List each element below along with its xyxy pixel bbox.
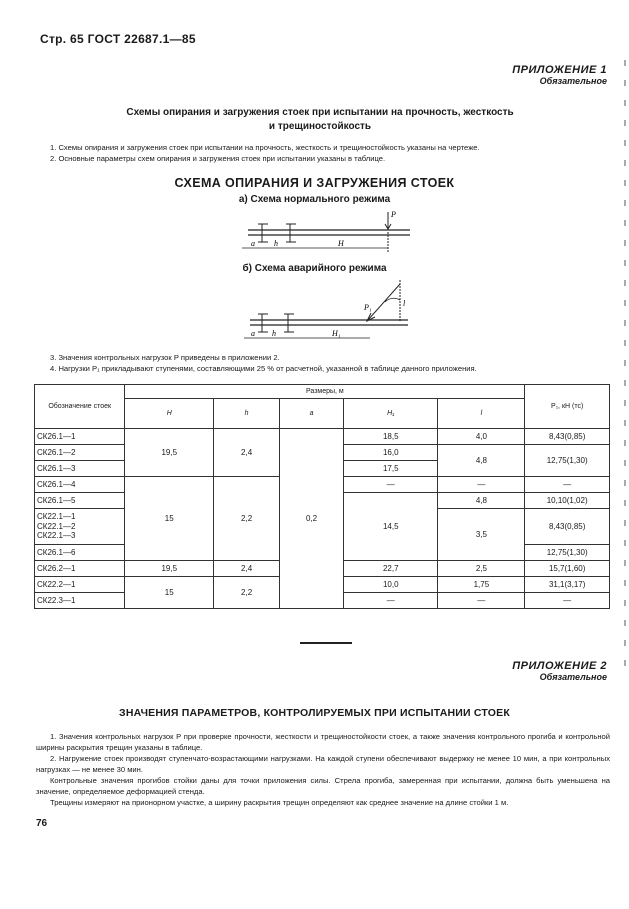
cell-h: 2,4 bbox=[214, 429, 280, 477]
parameters-table bbox=[34, 384, 610, 609]
label-a: a bbox=[251, 239, 255, 248]
label-h: h bbox=[274, 239, 278, 248]
page-number: 76 bbox=[36, 818, 48, 829]
row-name: СК26.1—6 bbox=[35, 545, 125, 561]
cell-h: 2,4 bbox=[214, 561, 280, 577]
label-H: H bbox=[338, 239, 344, 248]
label-P1: P₁ bbox=[364, 303, 372, 312]
cell-H1: 17,5 bbox=[344, 461, 438, 477]
cell-H1: — bbox=[344, 593, 438, 609]
paragraph-4: 4. Нагрузки P₁ прикладывают ступенями, составляющими 25 % от расчетной, указанной в таблице данного приложения. bbox=[50, 364, 477, 373]
paragraph-q1: 1. Значения контрольных нагрузок P при проверке прочности, жесткости и трещиностойкости стоек, а также значения контрольного прогиба и контрольной ширины раскрытия трещин указаны в таблице. bbox=[36, 732, 610, 752]
appendix-1-heading bbox=[512, 64, 607, 86]
col-a-header: a bbox=[280, 399, 344, 429]
label-a: a bbox=[251, 329, 255, 338]
appendix-2-main-title: ЗНАЧЕНИЯ ПАРАМЕТРОВ, КОНТРОЛИРУЕМЫХ ПРИ ИСПЫТАНИИ СТОЕК bbox=[119, 707, 510, 719]
row-name: СК26.2—1 bbox=[35, 561, 125, 577]
cell-l: 1,75 bbox=[438, 577, 525, 593]
clamp-marks bbox=[258, 314, 294, 332]
row-name: СК22.3—1 bbox=[35, 593, 125, 609]
cell-H1: 18,5 bbox=[344, 429, 438, 445]
label-h: h bbox=[272, 329, 276, 338]
cell-P1: 12,75(1,30) bbox=[525, 545, 610, 561]
row-name: СК22.2—1 bbox=[35, 577, 125, 593]
col-l-header: l bbox=[438, 399, 525, 429]
row-name: СК26.1—2 bbox=[35, 445, 125, 461]
cell-h: 2,2 bbox=[214, 477, 280, 561]
cell-H: 15 bbox=[125, 577, 214, 609]
cell-P1: 12,75(1,30) bbox=[525, 445, 610, 477]
appendix-1-title: ПРИЛОЖЕНИЕ 1 bbox=[512, 64, 607, 76]
label-H1: H₁ bbox=[332, 329, 341, 338]
cell-H1: — bbox=[344, 477, 438, 493]
scheme-a-caption: а) Схема нормального режима bbox=[238, 194, 391, 205]
scheme-b-diagram bbox=[240, 276, 420, 344]
cell-l: 4,8 bbox=[438, 445, 525, 477]
paragraph-3: 3. Значения контрольных нагрузок P приведены в приложении 2. bbox=[50, 353, 280, 362]
appendix-2-status: Обязательное bbox=[539, 672, 607, 682]
inclined-load-line bbox=[368, 284, 400, 320]
col-name-header: Обозначение стоек bbox=[35, 385, 125, 429]
row-name: СК22.1—1 СК22.1—2 СК22.1—3 bbox=[35, 509, 125, 545]
title-line-1: Схемы опирания и загружения стоек при испытании на прочность, жесткость bbox=[126, 107, 514, 118]
cell-h: 2,2 bbox=[214, 577, 280, 609]
row-name: СК26.1—5 bbox=[35, 493, 125, 509]
cell-P1: 31,1(3,17) bbox=[525, 577, 610, 593]
paragraph-q2: 2. Нагружение стоек производят ступенчато-возрастающими нагрузками. На каждой ступени обеспечивают выдержку не менее 10 мин, а при контрольных нагрузках — не менее 30 мин. bbox=[36, 754, 610, 774]
appendix-1-status: Обязательное bbox=[539, 76, 607, 86]
cell-P1: — bbox=[525, 593, 610, 609]
appendix-2-heading bbox=[512, 660, 607, 682]
cell-P1: — bbox=[525, 477, 610, 493]
cell-l: — bbox=[438, 477, 525, 493]
cell-P1: 15,7(1,60) bbox=[525, 561, 610, 577]
cell-H: 15 bbox=[125, 477, 214, 561]
intro-paragraphs bbox=[36, 142, 610, 164]
row-name: СК26.1—4 bbox=[35, 477, 125, 493]
notes-paragraphs bbox=[36, 352, 610, 374]
cell-H1: 22,7 bbox=[344, 561, 438, 577]
paragraph-2: 2. Основные параметры схем опирания и загружения стоек при испытании указаны в таблице. bbox=[50, 154, 386, 163]
cell-P1: 8,43(0,85) bbox=[525, 429, 610, 445]
paragraph-q3: Контрольные значения прогибов стойки даны для точки приложения силы. Стрела прогиба, замеренная при испытании, должна быть уменьшена на значение, определяемое деформацией стенда. bbox=[36, 776, 610, 796]
cell-l: 4,8 bbox=[438, 493, 525, 509]
cell-H1: 10,0 bbox=[344, 577, 438, 593]
cell-a: 0,2 bbox=[280, 429, 344, 609]
col-H-header: H bbox=[125, 399, 214, 429]
cell-H: 19,5 bbox=[125, 429, 214, 477]
cell-l: 4,0 bbox=[438, 429, 525, 445]
cell-l: 3,5 bbox=[438, 509, 525, 561]
schema-title: СХЕМА ОПИРАНИЯ И ЗАГРУЖЕНИЯ СТОЕК bbox=[174, 176, 455, 190]
scan-edge-marks bbox=[615, 60, 629, 680]
row-name: СК26.1—3 bbox=[35, 461, 125, 477]
paragraph-q4: Трещины измеряют на прионорном участке, а ширину раскрытия трещин определяют как среднее значение на длине стойки 1 м. bbox=[50, 798, 509, 807]
scheme-a-diagram bbox=[238, 206, 418, 256]
page-header: Стр. 65 ГОСТ 22687.1—85 bbox=[40, 32, 196, 46]
title-line-2: и трещиностойкость bbox=[268, 120, 372, 132]
cell-l: 2,5 bbox=[438, 561, 525, 577]
cell-H: 19,5 bbox=[125, 561, 214, 577]
col-P1-header: P₁, кН (тс) bbox=[525, 385, 610, 429]
paragraph-1: 1. Схемы опирания и загружения стоек при испытании на прочность, жесткость и трещиностойкость указаны на чертеже. bbox=[50, 143, 480, 152]
label-P: P bbox=[391, 210, 396, 219]
col-H1-header: H₁ bbox=[344, 399, 438, 429]
cell-H1: 14,5 bbox=[344, 493, 438, 561]
appendix-2-title: ПРИЛОЖЕНИЕ 2 bbox=[512, 660, 607, 672]
label-l: l bbox=[403, 299, 406, 308]
scheme-b-caption: б) Схема аварийного режима bbox=[242, 263, 387, 274]
section-divider bbox=[300, 642, 352, 644]
col-h-header: h bbox=[214, 399, 280, 429]
col-group-header: Размеры, м bbox=[125, 385, 525, 399]
cell-l: — bbox=[438, 593, 525, 609]
row-name: СК26.1—1 bbox=[35, 429, 125, 445]
cell-P1: 10,10(1,02) bbox=[525, 493, 610, 509]
appendix-2-paragraphs bbox=[36, 731, 610, 808]
cell-H1: 16,0 bbox=[344, 445, 438, 461]
cell-P1: 8,43(0,85) bbox=[525, 509, 610, 545]
appendix-1-main-title bbox=[70, 106, 570, 133]
